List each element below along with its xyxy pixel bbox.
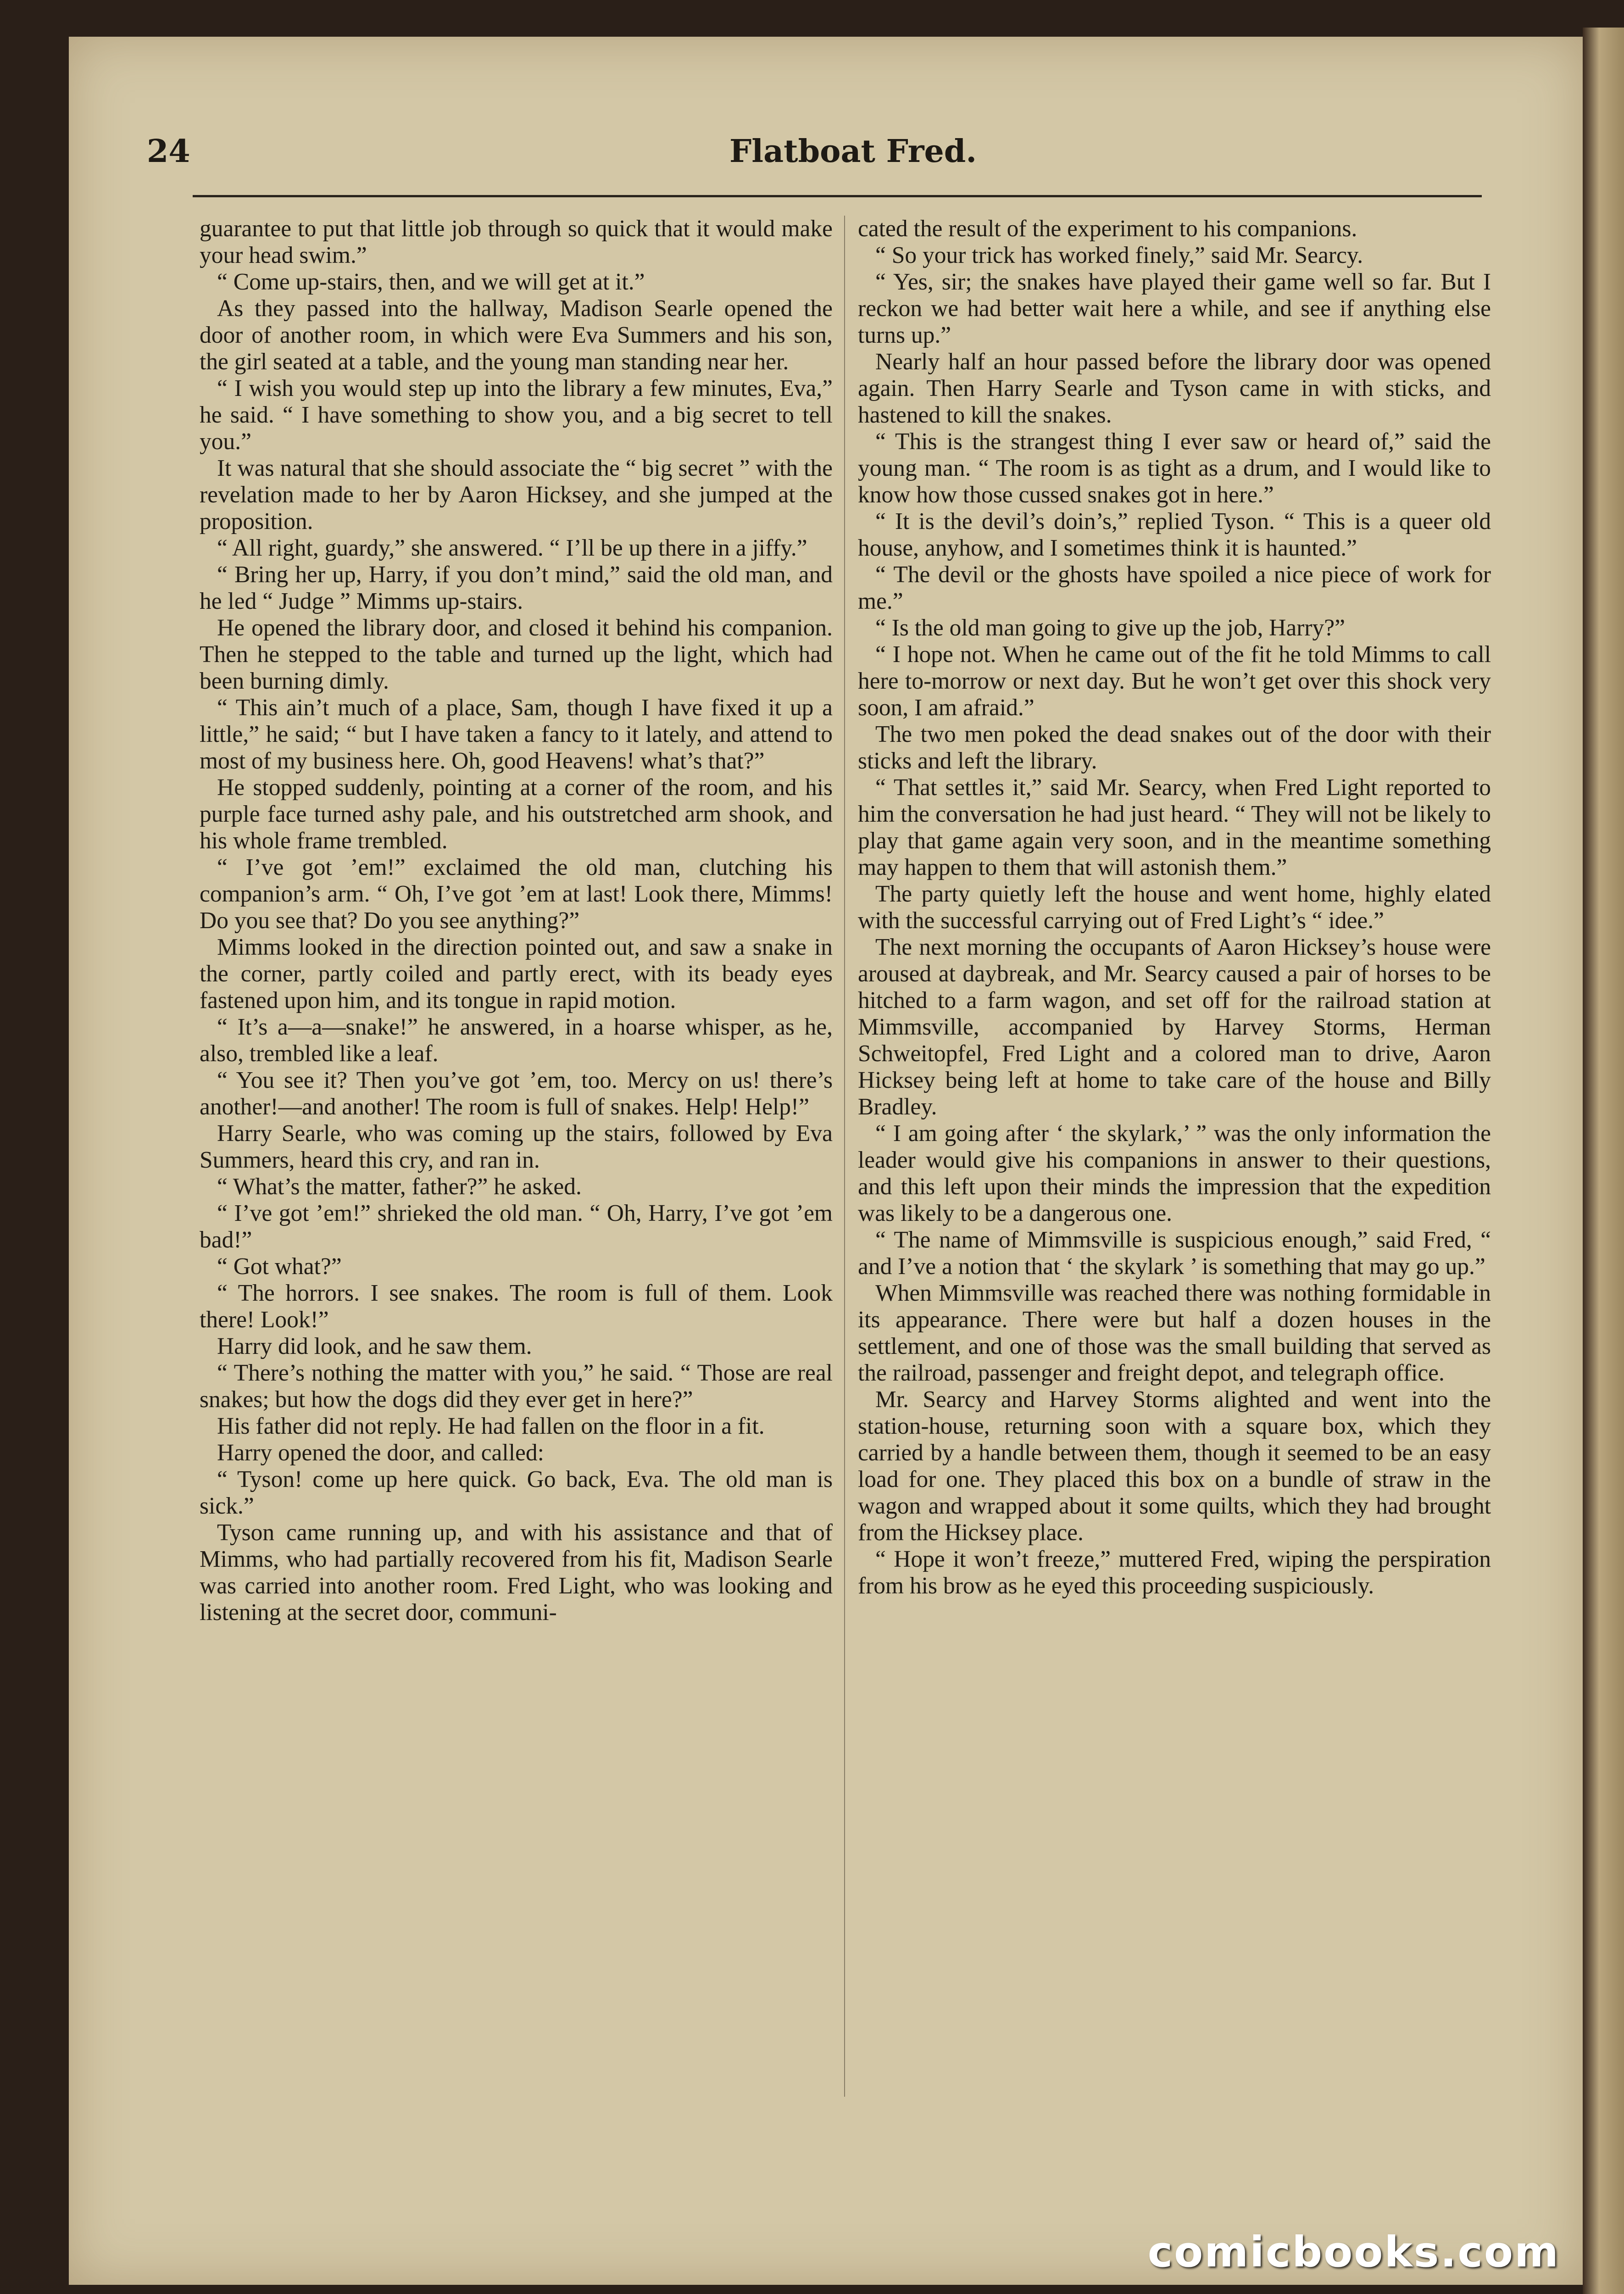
- paragraph: “ Is the old man going to give up the job, Harry?”: [875, 615, 1346, 641]
- paragraph: “ I’ve got ’em!” exclaimed the old man, clutching his companion’s arm. “ Oh, I’ve got ’em at last! Look there, Mimms! Do you see that? Do you see anything?”: [200, 854, 833, 934]
- page-header: [147, 133, 1477, 184]
- paragraph: “ I am going after ‘ the skylark,’ ” was the only information the leader would give his companions in answer to their questions, and this left upon their minds the impression that the expedition was likely to be a dangerous one.: [858, 1120, 1491, 1226]
- paragraph: Harry opened the door, and called:: [217, 1440, 544, 1466]
- paragraph: “ That settles it,” said Mr. Searcy, when Fred Light reported to him the conversation he had just heard. “ They will not be likely to play that game again very soon, and in the meantime something may happen to them that will astonish them.”: [858, 774, 1491, 880]
- paragraph: Harry Searle, who was coming up the stairs, followed by Eva Summers, heard this cry, and ran in.: [200, 1120, 833, 1173]
- running-head-title: Flatboat Fred.: [729, 133, 977, 170]
- paragraph: cated the result of the experiment to his companions.: [858, 216, 1357, 242]
- paragraph: “ So your trick has worked finely,” said Mr. Searcy.: [875, 242, 1363, 268]
- paragraph: “ I hope not. When he came out of the fit he told Mimms to call here to-morrow or next day. But he won’t get over this shock very soon, I am afraid.”: [858, 641, 1491, 721]
- watermark: comicbooks.com: [1147, 2227, 1560, 2277]
- paragraph: Nearly half an hour passed before the library door was opened again. Then Harry Searle and Tyson came in with sticks, and hastened to kill the snakes.: [858, 349, 1491, 428]
- paragraph: “ Bring her up, Harry, if you don’t mind,” said the old man, and he led “ Judge ” Mimms up-stairs.: [200, 562, 833, 614]
- paragraph: “ This is the strangest thing I ever saw or heard of,” said the young man. “ The room is as tight as a drum, and I would like to know how those cussed snakes got in here.”: [858, 429, 1491, 508]
- adjacent-page-edge: [1583, 28, 1624, 2294]
- page-number: 24: [147, 133, 190, 170]
- paragraph: “ What’s the matter, father?” he asked.: [217, 1174, 582, 1200]
- paragraph: It was natural that she should associate the “ big secret ” with the revelation made to her by Aaron Hicksey, and she jumped at the proposition.: [200, 455, 833, 535]
- paragraph: “ The horrors. I see snakes. The room is full of them. Look there! Look!”: [200, 1280, 833, 1333]
- paragraph: “ Come up-stairs, then, and we will get at it.”: [217, 269, 645, 295]
- paragraph: “ Yes, sir; the snakes have played their game well so far. But I reckon we had better wait here a while, and see if anything else turns up.”: [858, 269, 1491, 348]
- paragraph: “ There’s nothing the matter with you,” he said. “ Those are real snakes; but how the dogs did they ever get in here?”: [200, 1360, 833, 1413]
- paragraph: Harry did look, and he saw them.: [217, 1333, 532, 1359]
- paragraph: Tyson came running up, and with his assistance and that of Mimms, who had partially recovered from his fit, Madison Searle was carried into another room. Fred Light, who was looking and listening at the secret door, communi-: [200, 1520, 833, 1626]
- paragraph: “ It’s a—a—snake!” he answered, in a hoarse whisper, as he, also, trembled like a leaf.: [200, 1014, 833, 1067]
- paragraph: The two men poked the dead snakes out of the door with their sticks and left the library.: [858, 721, 1491, 774]
- paragraph: Mimms looked in the direction pointed out, and saw a snake in the corner, partly coiled and partly erect, with its beady eyes fastened upon him, and its tongue in rapid motion.: [200, 934, 833, 1013]
- paragraph: The next morning the occupants of Aaron Hicksey’s house were aroused at daybreak, and Mr. Searcy caused a pair of horses to be hitched to a farm wagon, and set off for the railroad station at Mimmsville, accompanied by Harvey Storms, Herman Schweitopfel, Fred Light and a colored man to drive, Aaron Hicksey being left at home to take care of the house and Billy Bradley.: [858, 934, 1491, 1120]
- paragraph: “ The devil or the ghosts have spoiled a nice piece of work for me.”: [858, 562, 1491, 614]
- paragraph: “ I’ve got ’em!” shrieked the old man. “ Oh, Harry, I’ve got ’em bad!”: [200, 1200, 833, 1253]
- paragraph: The party quietly left the house and went home, highly elated with the successful carrying out of Fred Light’s “ idee.”: [858, 881, 1491, 934]
- paragraph: Mr. Searcy and Harvey Storms alighted and went into the station-house, returning soon with a square box, which they carried by a handle between them, though it seemed to be an easy load for one. They placed this box on a bundle of straw in the wagon and wrapped about it some quilts, which they had brought from the Hicksey place.: [858, 1386, 1491, 1546]
- paragraph: He opened the library door, and closed it behind his companion. Then he stepped to the table and turned up the light, which had been burning dimly.: [200, 615, 833, 694]
- paragraph: “ It is the devil’s doin’s,” replied Tyson. “ This is a queer old house, anyhow, and I sometimes think it is haunted.”: [858, 508, 1491, 561]
- paragraph: “ Tyson! come up here quick. Go back, Eva. The old man is sick.”: [200, 1466, 833, 1519]
- paragraph: “ The name of Mimmsville is suspicious enough,” said Fred, “ and I’ve a notion that ‘ the skylark ’ is something that may go up.”: [858, 1227, 1491, 1280]
- header-rule: [193, 195, 1482, 197]
- paragraph: “ I wish you would step up into the library a few minutes, Eva,” he said. “ I have something to show you, and a big secret to tell you.”: [200, 375, 833, 455]
- paragraph: “ You see it? Then you’ve got ’em, too. Mercy on us! there’s another!—and another! The room is full of snakes. Help! Help!”: [200, 1067, 833, 1120]
- paragraph: “ All right, guardy,” she answered. “ I’ll be up there in a jiffy.”: [217, 535, 807, 561]
- paragraph: “ Hope it won’t freeze,” muttered Fred, wiping the perspiration from his brow as he eyed this proceeding suspiciously.: [858, 1546, 1491, 1599]
- right-column: [858, 216, 1491, 1599]
- paragraph: “ Got what?”: [217, 1253, 342, 1280]
- paragraph: He stopped suddenly, pointing at a corner of the room, and his purple face turned ashy pale, and his outstretched arm shook, and his whole frame trembled.: [200, 774, 833, 854]
- paragraph: When Mimmsville was reached there was nothing formidable in its appearance. There were but half a dozen houses in the settlement, and one of those was the small building that served as the railroad, passenger and freight depot, and telegraph office.: [858, 1280, 1491, 1386]
- paragraph: As they passed into the hallway, Madison Searle opened the door of another room, in which were Eva Summers and his son, the girl seated at a table, and the young man standing near her.: [200, 295, 833, 375]
- paragraph: “ This ain’t much of a place, Sam, though I have fixed it up a little,” he said; “ but I have taken a fancy to it lately, and attend to most of my business here. Oh, good Heavens! what’s that?”: [200, 695, 833, 774]
- paragraph: guarantee to put that little job through so quick that it would make your head swim.”: [200, 216, 833, 268]
- left-column: [200, 216, 833, 1626]
- paragraph: His father did not reply. He had fallen on the floor in a fit.: [217, 1413, 765, 1439]
- column-divider: [844, 216, 845, 2097]
